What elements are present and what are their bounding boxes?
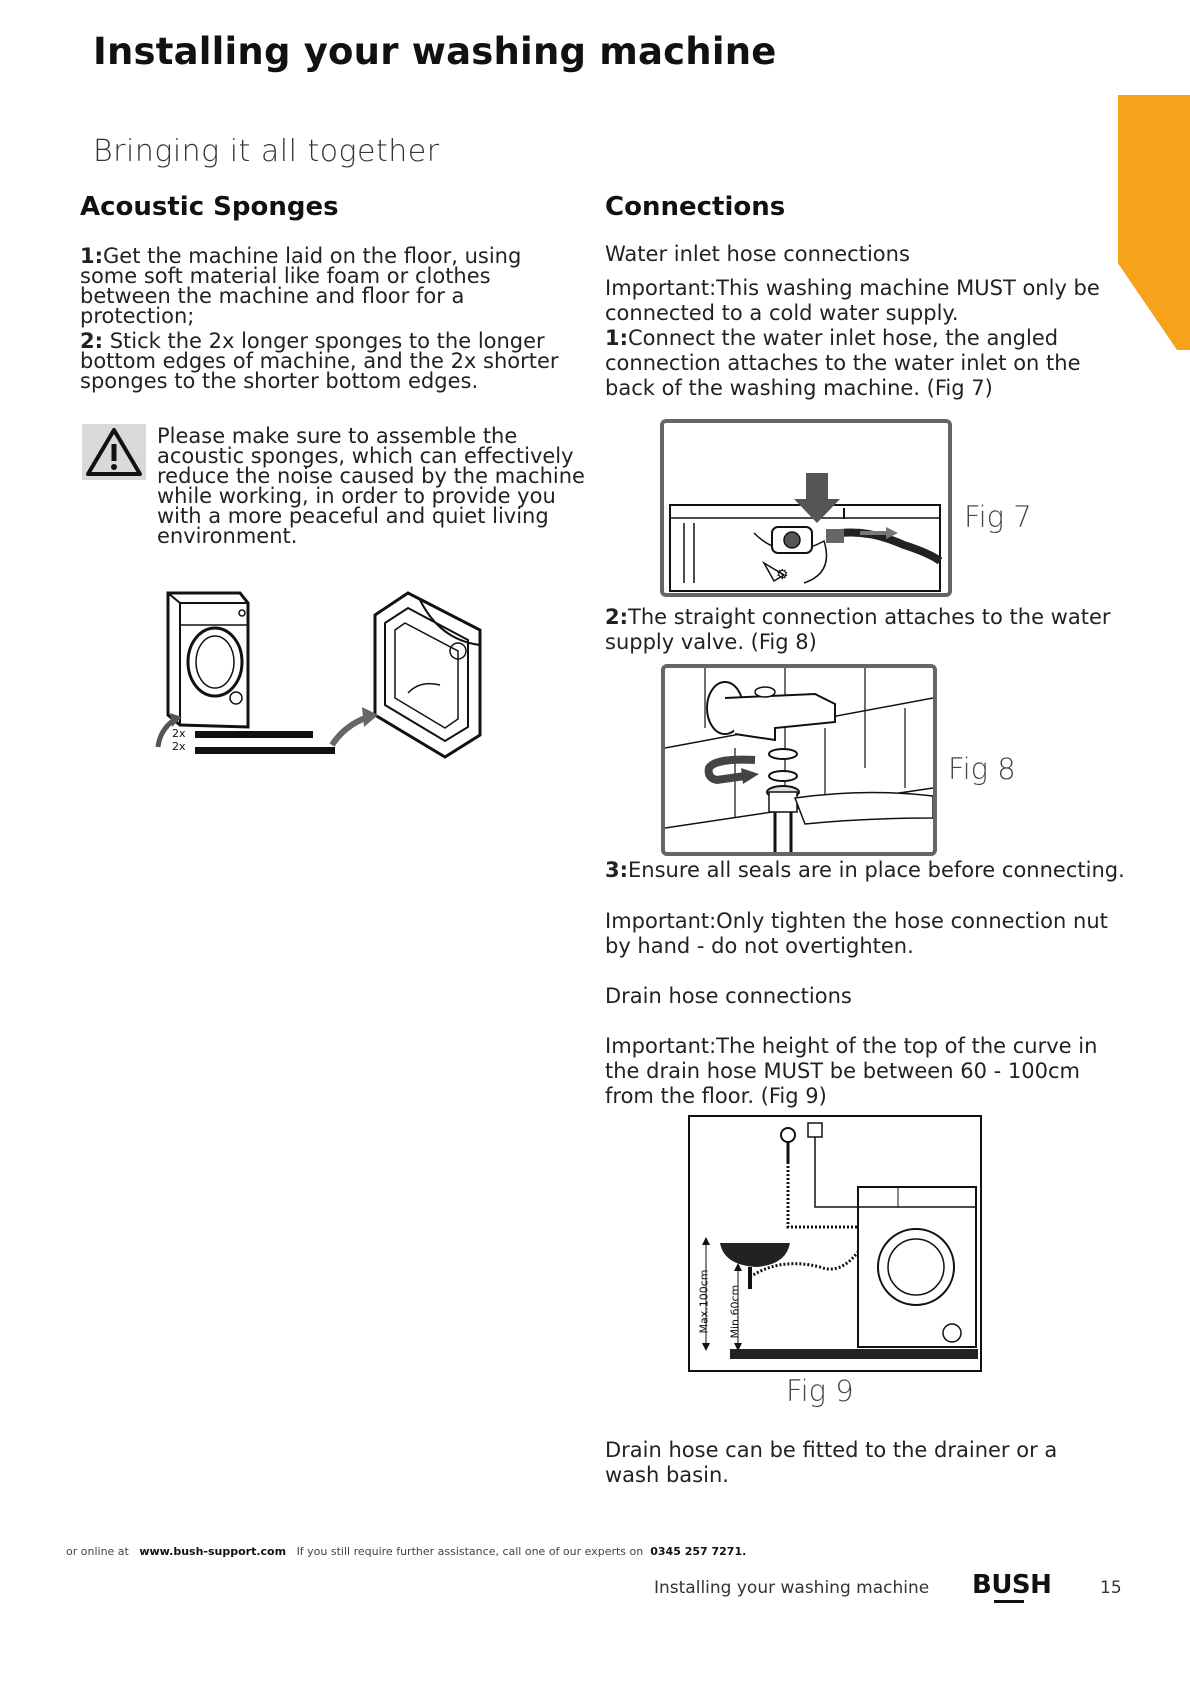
support-phone: 0345 257 7271. (650, 1545, 747, 1558)
page-title: Installing your washing machine (93, 30, 777, 73)
drain-hose-title: Drain hose connections (605, 984, 852, 1008)
acoustic-sponges-heading: Acoustic Sponges (80, 192, 339, 222)
svg-text:⚙: ⚙ (776, 567, 789, 583)
figure-7-label: Fig 7 (964, 500, 1032, 534)
step-number: 3: (605, 858, 629, 882)
drain-note: Drain hose can be fitted to the drainer or a wash basin. (605, 1438, 1058, 1487)
figure-7-image (660, 419, 952, 597)
step-text: Get the machine laid on the floor, using some soft material like foam or clothes between the machine and floor for a protection; (80, 244, 522, 328)
step-text: The straight connection attaches to the water supply valve. (Fig 8) (605, 605, 1111, 654)
important-drain-height: Important:The height of the top of the curve in the drain hose MUST be between 60 - 100cm from the floor. (Fig 9) (605, 1034, 1098, 1108)
connection-step-2 (605, 605, 1125, 655)
figure-9-image (688, 1115, 982, 1372)
min-height-label: Min.60cm (728, 1284, 742, 1339)
step-text: Stick the 2x longer sponges to the longer bottom edges of machine, and the 2x shorter sponges to the shorter bottom edges. (80, 329, 559, 393)
important-tighten: Important:Only tighten the hose connection nut by hand - do not overtighten. (605, 909, 1108, 958)
connection-step-1 (605, 326, 1125, 401)
sponge-step-1 (80, 246, 580, 326)
support-middle: If you still require further assistance, call one of our experts on (296, 1545, 644, 1558)
figure-8-label: Fig 8 (948, 752, 1016, 786)
step-number: 1: (80, 244, 104, 268)
max-height-label: Max.100cm (697, 1269, 711, 1334)
inlet-hose-title: Water inlet hose connections (605, 242, 910, 266)
step-number: 2: (605, 605, 629, 629)
page-subtitle: Bringing it all together (93, 134, 440, 169)
page-number: 15 (1100, 1578, 1122, 1598)
step-text: Ensure all seals are in place before connecting. (628, 858, 1125, 882)
acoustic-sponges-illustration (150, 585, 490, 760)
step-number: 2: (80, 329, 104, 353)
support-url[interactable]: www.bush-support.com (139, 1545, 287, 1558)
step-text: Connect the water inlet hose, the angled connection attaches to the water inlet on the back of the washing machine. (Fig 7) (605, 326, 1081, 400)
connection-step-3 (605, 858, 1150, 883)
important-cold-water: Important:This washing machine MUST only be connected to a cold water supply. (605, 276, 1100, 325)
figure-9-label: Fig 9 (786, 1374, 854, 1408)
support-prefix: or online at (66, 1545, 129, 1558)
figure-8-image (661, 664, 937, 856)
step-number: 1: (605, 326, 629, 350)
sponge-label-short: 2x (172, 740, 186, 753)
connections-heading: Connections (605, 192, 786, 222)
support-line (66, 1545, 746, 1558)
footer-section-name: Installing your washing machine (654, 1578, 930, 1598)
section-tab (1118, 95, 1190, 350)
brand-logo (972, 1570, 1051, 1600)
sponge-label-long: 2x (172, 727, 186, 740)
brand-name: BUSH (972, 1570, 1052, 1600)
warning-text: Please make sure to assemble the acoustic sponges, which can effectively reduce the noise caused by the machine while working, in order to provide you with a more peaceful and quiet living environment. (157, 424, 585, 548)
warning-icon (82, 424, 146, 480)
sponge-step-2 (80, 331, 580, 391)
